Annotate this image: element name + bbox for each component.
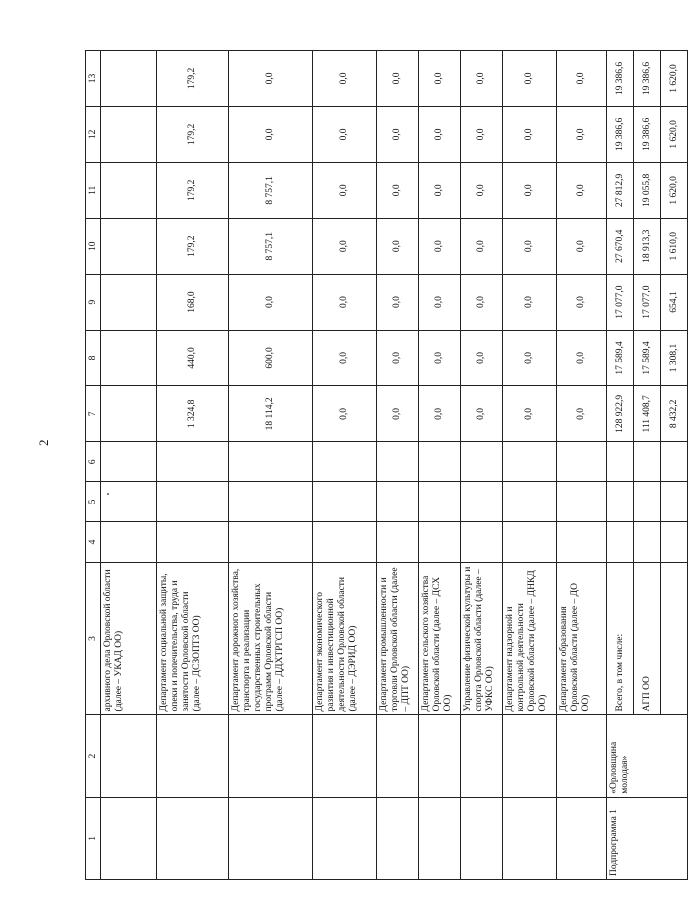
subprogram-value-cell: 19 386,6 (607, 106, 634, 162)
subprogram-value-cell: 19 386,6 (634, 106, 661, 162)
subprogram-value-cell: 1 308,1 (661, 330, 688, 386)
row-value-cell (377, 522, 419, 562)
subprogram-value-cell (634, 482, 661, 522)
row-executor-cell: Департамент сельского хозяйства Орловской области (далее – ДСХ ОО) (419, 562, 461, 715)
subprogram-value-cell (661, 482, 688, 522)
row-name-cell (419, 715, 461, 797)
row-executor-cell: Департамент образования Орловской области (далее – ДО ОО) (557, 562, 607, 715)
row-value-cell (101, 482, 157, 522)
row-value-cell: 168,0 (157, 274, 229, 330)
row-name-cell (503, 715, 557, 797)
row-value-cell: 0,0 (557, 106, 607, 162)
row-value-cell: 0,0 (229, 51, 313, 107)
row-program-cell (503, 797, 557, 879)
row-name-cell (229, 715, 313, 797)
row-value-cell: 0,0 (557, 330, 607, 386)
row-value-cell: 0,0 (313, 386, 377, 442)
subprogram-value-cell: 17 077,0 (634, 274, 661, 330)
subprogram-value-cell: 1 620,0 (661, 106, 688, 162)
row-value-cell: 0,0 (313, 218, 377, 274)
row-value-cell: 179,2 (157, 51, 229, 107)
row-value-cell: 0,0 (557, 51, 607, 107)
column-header-4: 4 (86, 522, 101, 562)
budget-table (85, 50, 688, 880)
row-value-cell: 0,0 (557, 162, 607, 218)
row-value-cell: 0,0 (503, 51, 557, 107)
column-header-10: 10 (86, 218, 101, 274)
subprogram-value-cell: 17 589,4 (607, 330, 634, 386)
row-name-cell (557, 715, 607, 797)
row-executor-cell: Департамент социальной защиты, опеки и попечительства, труда и занятости Орловской области (далее – ДСЗОПТЗ ОО) (157, 562, 229, 715)
row-value-cell: 0,0 (229, 274, 313, 330)
row-name-cell (461, 715, 503, 797)
row-value-cell: 0,0 (503, 162, 557, 218)
row-value-cell: 0,0 (377, 162, 419, 218)
row-value-cell: 0,0 (461, 106, 503, 162)
subprogram-value-cell: 1 610,0 (661, 218, 688, 274)
row-value-cell (557, 442, 607, 482)
table-row (101, 51, 157, 880)
table-row (419, 51, 461, 880)
row-value-cell: 0,0 (503, 106, 557, 162)
row-value-cell (157, 442, 229, 482)
column-header-3: 3 (86, 562, 101, 715)
subprogram-value-cell: 1 620,0 (661, 162, 688, 218)
row-value-cell: 0,0 (419, 386, 461, 442)
row-value-cell (229, 482, 313, 522)
row-value-cell: 0,0 (419, 330, 461, 386)
row-executor-cell: Департамент надзорной и контрольной деятельности Орловской области (далее – ДНКД ОО) (503, 562, 557, 715)
row-value-cell: 0,0 (557, 218, 607, 274)
row-value-cell (313, 522, 377, 562)
row-value-cell (101, 218, 157, 274)
row-value-cell (557, 482, 607, 522)
row-value-cell (229, 442, 313, 482)
subprogram-executor-cell (661, 562, 688, 715)
row-value-cell: 0,0 (419, 218, 461, 274)
column-header-6: 6 (86, 442, 101, 482)
row-value-cell (157, 482, 229, 522)
row-value-cell (503, 482, 557, 522)
row-value-cell: 179,2 (157, 162, 229, 218)
row-value-cell (229, 522, 313, 562)
row-value-cell: 0,0 (377, 106, 419, 162)
row-value-cell: 0,0 (461, 274, 503, 330)
row-value-cell (157, 522, 229, 562)
row-value-cell (377, 482, 419, 522)
row-value-cell (101, 51, 157, 107)
subprogram-value-cell: 19 055,8 (634, 162, 661, 218)
row-value-cell (101, 274, 157, 330)
row-value-cell (101, 106, 157, 162)
row-value-cell (503, 442, 557, 482)
subprogram-value-cell: 128 922,9 (607, 386, 634, 442)
row-name-cell (313, 715, 377, 797)
subprogram-value-cell: 111 408,7 (634, 386, 661, 442)
row-value-cell: 1 324,8 (157, 386, 229, 442)
subprogram-value-cell (634, 442, 661, 482)
subprogram-value-cell (661, 522, 688, 562)
row-value-cell: 0,0 (313, 106, 377, 162)
table-row (157, 51, 229, 880)
subprogram-value-cell (607, 442, 634, 482)
subprogram-value-cell: 18 913,3 (634, 218, 661, 274)
row-value-cell: 0,0 (461, 162, 503, 218)
subprogram-value-cell: 27 670,4 (607, 218, 634, 274)
column-header-13: 13 (86, 51, 101, 107)
row-value-cell: 0,0 (229, 106, 313, 162)
row-value-cell: 0,0 (419, 274, 461, 330)
row-value-cell (419, 522, 461, 562)
subprogram-name-cell: «Орловщина молодая» (607, 715, 688, 797)
row-value-cell: 0,0 (377, 386, 419, 442)
row-value-cell: 0,0 (503, 386, 557, 442)
row-value-cell (461, 442, 503, 482)
table-row (377, 51, 419, 880)
row-value-cell: 0,0 (419, 162, 461, 218)
row-value-cell: 0,0 (461, 330, 503, 386)
row-program-cell (229, 797, 313, 879)
row-value-cell: 440,0 (157, 330, 229, 386)
subprogram-executor-cell: АГП ОО (634, 562, 661, 715)
row-executor-cell: Департамент промышленности и торговли Орловской области (далее – ДПТ ОО) (377, 562, 419, 715)
subprogram-value-cell: 17 077,0 (607, 274, 634, 330)
row-value-cell (461, 522, 503, 562)
row-value-cell (101, 442, 157, 482)
row-program-cell (377, 797, 419, 879)
row-program-cell (101, 797, 157, 879)
row-value-cell: 179,2 (157, 218, 229, 274)
row-executor-cell: Департамент дорожного хозяйства, транспорта и реализации государственных строительных программ Орловской области (далее – ДДХТРГСП ОО) (229, 562, 313, 715)
subprogram-value-cell: 17 589,4 (634, 330, 661, 386)
subprogram-value-cell: 19 386,6 (607, 51, 634, 107)
table-row (229, 51, 313, 880)
row-value-cell: 0,0 (461, 51, 503, 107)
subprogram-value-cell (661, 442, 688, 482)
row-value-cell (101, 386, 157, 442)
column-header-1: 1 (86, 797, 101, 879)
row-executor-cell: архивного дела Орловской области (далее – УКАД ОО) (101, 562, 157, 715)
table-row (557, 51, 607, 880)
page-number: 2 (36, 439, 51, 446)
column-header-5: 5 (86, 482, 101, 522)
row-value-cell: 0,0 (557, 386, 607, 442)
subprogram-value-cell: 19 386,6 (634, 51, 661, 107)
subprogram-value-cell: 1 620,0 (661, 51, 688, 107)
row-value-cell: 0,0 (461, 386, 503, 442)
row-value-cell (101, 330, 157, 386)
row-value-cell (557, 522, 607, 562)
row-value-cell: 0,0 (313, 330, 377, 386)
row-name-cell (157, 715, 229, 797)
row-value-cell (313, 442, 377, 482)
row-value-cell: 0,0 (461, 218, 503, 274)
row-value-cell (419, 442, 461, 482)
subprogram-number-cell: Подпрограмма 1 (607, 797, 688, 879)
row-program-cell (313, 797, 377, 879)
column-header-11: 11 (86, 162, 101, 218)
row-value-cell: 0,0 (313, 162, 377, 218)
row-value-cell (101, 162, 157, 218)
row-value-cell: 0,0 (419, 106, 461, 162)
row-name-cell (377, 715, 419, 797)
column-header-9: 9 (86, 274, 101, 330)
row-value-cell: 0,0 (313, 51, 377, 107)
subprogram-value-cell (634, 522, 661, 562)
subprogram-executor-cell: Всего, в том числе: (607, 562, 634, 715)
row-value-cell: 0,0 (503, 330, 557, 386)
row-value-cell (101, 522, 157, 562)
row-value-cell (419, 482, 461, 522)
row-value-cell: 600,0 (229, 330, 313, 386)
row-value-cell: 0,0 (377, 274, 419, 330)
subprogram-value-cell (607, 522, 634, 562)
subprogram-value-cell: 654,1 (661, 274, 688, 330)
row-executor-cell: Управление физической культуры и спорта Орловской области (далее – УФКС ОО) (461, 562, 503, 715)
column-header-8: 8 (86, 330, 101, 386)
row-value-cell: 0,0 (377, 218, 419, 274)
row-program-cell (419, 797, 461, 879)
row-value-cell: 0,0 (313, 274, 377, 330)
subprogram-value-cell: 27 812,9 (607, 162, 634, 218)
table-row (503, 51, 557, 880)
header-row (86, 51, 101, 880)
row-executor-cell: Департамент экономического развития и инвестиционной деятельности Орловской области (далее – ДЭРИД ОО) (313, 562, 377, 715)
row-value-cell: 0,0 (503, 218, 557, 274)
subprogram-value-cell: 8 432,2 (661, 386, 688, 442)
row-value-cell: 0,0 (557, 274, 607, 330)
table-row (461, 51, 503, 880)
row-program-cell (157, 797, 229, 879)
column-header-2: 2 (86, 715, 101, 797)
subprogram-value-cell (607, 482, 634, 522)
row-program-cell (461, 797, 503, 879)
table-row (313, 51, 377, 880)
row-value-cell: 8 757,1 (229, 218, 313, 274)
row-value-cell: 0,0 (377, 51, 419, 107)
row-program-cell (557, 797, 607, 879)
row-value-cell: 8 757,1 (229, 162, 313, 218)
row-name-cell (101, 715, 157, 797)
column-header-12: 12 (86, 106, 101, 162)
row-value-cell (461, 482, 503, 522)
row-value-cell: 179,2 (157, 106, 229, 162)
row-value-cell: 0,0 (377, 330, 419, 386)
row-value-cell: 0,0 (503, 274, 557, 330)
row-value-cell (377, 442, 419, 482)
row-value-cell (313, 482, 377, 522)
rotated-table-container (85, 50, 679, 880)
subprogram-row (607, 51, 634, 880)
row-value-cell (503, 522, 557, 562)
column-header-7: 7 (86, 386, 101, 442)
row-value-cell: 0,0 (419, 51, 461, 107)
row-value-cell: 18 114,2 (229, 386, 313, 442)
